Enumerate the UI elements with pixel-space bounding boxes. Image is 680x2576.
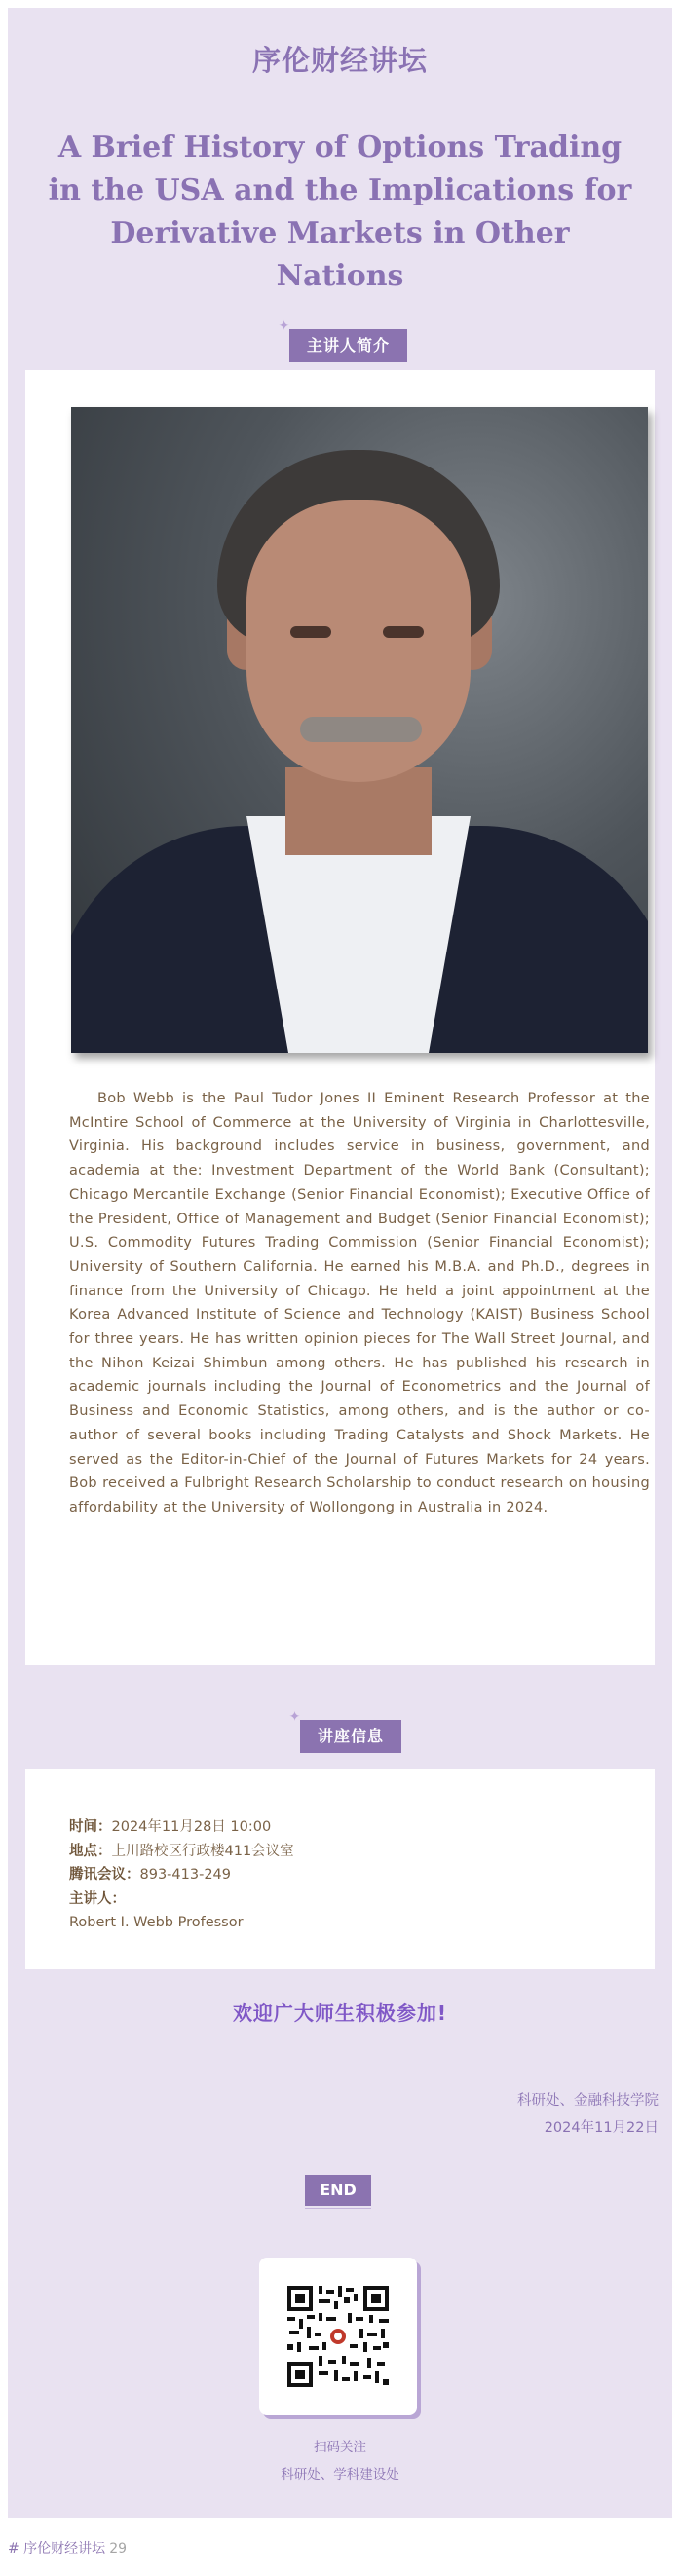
speaker-section-label: 主讲人简介: [307, 336, 391, 355]
qr-code[interactable]: [259, 2258, 417, 2415]
qr-code-icon: [285, 2284, 391, 2389]
lecture-details: [69, 1815, 615, 1935]
lecture-info-label: 讲座信息: [318, 1727, 385, 1745]
meeting-value: 893-413-249: [139, 1867, 231, 1883]
speaker-bio: Bob Webb is the Paul Tudor Jones II Eminent Research Professor at the McIntire School of Commerce at the University of Virginia in Charlottesville, Virginia. His background includes service in business, government, and academia at the: Investment Department of the World Bank (Consultant); Chicago Mercantile Exchange (Senior Financial Economist); Executive Office of the President, Office of Management and Budget (Senior Financial Economist); U.S. Commodity Futures Trading Commission (Senior Financial Economist); University of Southern California. He earned his M.B.A. and Ph.D., degrees in finance from the University of Chicago. He held a joint appointment at the Korea Advanced Institute of Science and Technology (KAIST) Business School for three years. He has written opinion pieces for The Wall Street Journal, and the Nihon Keizai Shimbun among others. He has published his research in academic journals including the Journal of Econometrics and the Journal of Business and Economic Statistics, among others, and is the author or co-author of several books including Trading Catalysts and Shock Markets. He served as the Editor-in-Chief of the Journal of Futures Markets for 24 years. Bob received a Fulbright Research Scholarship to conduct research on housing affordability at the University of Wollongong in Australia in 2024.: [69, 1091, 650, 1515]
issue-date: 2024年11月22日: [544, 2120, 659, 2136]
forum-name: 序伦财经讲坛: [251, 44, 428, 77]
time-label: 时间：: [69, 1819, 112, 1835]
lecture-info-tag: [288, 1709, 401, 1753]
hashtag-link[interactable]: # 序伦财经讲坛: [8, 2541, 106, 2557]
poster: [8, 8, 672, 2518]
place-value: 上川路校区行政楼411会议室: [111, 1843, 294, 1859]
lecture-info-card: [25, 1769, 655, 1969]
footer-hashtag[interactable]: [8, 2538, 127, 2557]
place-label: 地点：: [69, 1843, 112, 1859]
end-label: END: [320, 2181, 357, 2199]
place-row: [69, 1840, 615, 1864]
speaker-photo: [71, 407, 648, 1053]
sparkle-icon: ✦: [278, 318, 291, 334]
speaker-card: [25, 370, 655, 1665]
speaker-value: Robert I. Webb Professor: [69, 1915, 244, 1930]
qr-caption-scan: 扫码关注: [314, 2440, 366, 2455]
time-row: [69, 1815, 615, 1840]
organizer: 科研处、金融科技学院: [517, 2093, 659, 2109]
meeting-row: [69, 1863, 615, 1887]
qr-caption-org: 科研处、学科建设处: [281, 2467, 399, 2483]
speaker-section-tag: [278, 318, 407, 362]
sparkle-icon: ✦: [288, 1709, 302, 1725]
time-value: 2024年11月28日 10:00: [111, 1819, 272, 1835]
welcome-message: 欢迎广大师生积极参加!: [232, 2001, 448, 2025]
speaker-row: [69, 1887, 615, 1912]
lecture-title: A Brief History of Options Trading in the USA and the Implications for Derivative Markets in Other Nations: [48, 131, 632, 293]
speaker-label: 主讲人：: [69, 1890, 126, 1907]
hashtag-count: 29: [109, 2541, 128, 2557]
end-badge: [305, 2175, 371, 2206]
meeting-label: 腾讯会议：: [69, 1867, 140, 1883]
